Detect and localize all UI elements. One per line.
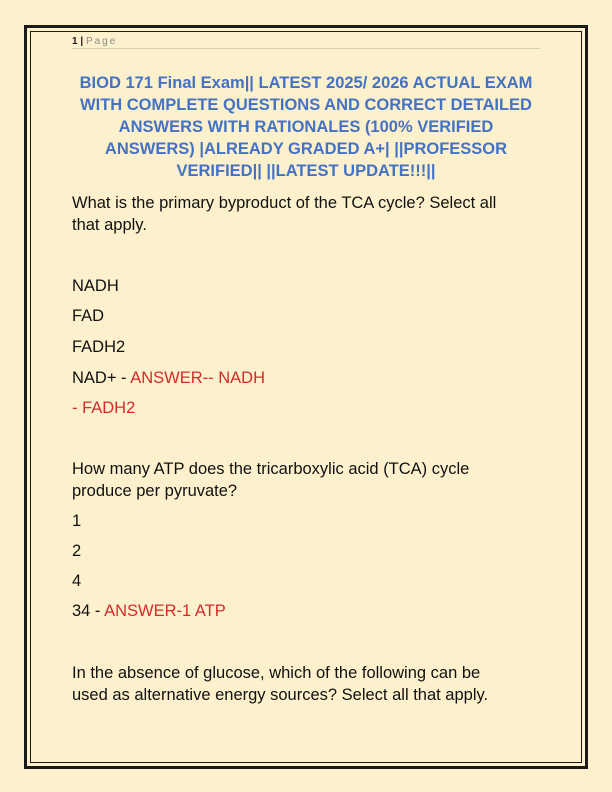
q1-option-3: FADH2 [72,338,126,356]
question-2-line-1: How many ATP does the tricarboxylic acid (TCA) cycle [72,460,470,478]
q2-option-1: 1 [72,512,82,530]
q2-option-2: 2 [72,542,82,560]
page-word: Page [85,36,118,47]
question-1-line-2: that apply. [72,216,147,234]
question-3-line-1: In the absence of glucose, which of the following can be [72,664,481,682]
question-2-line-2: produce per pyruvate? [72,482,238,500]
q2-option-4: 34 - [72,602,101,620]
q2-option-3: 4 [72,572,82,590]
q2-option-4-row [72,600,552,622]
q1-option-4-row [72,367,552,389]
question-3-line-2: used as alternative energy sources? Select all that apply. [72,686,489,704]
q2-answer: ANSWER-1 ATP [104,602,226,620]
q1-option-1: NADH [72,277,119,295]
q1-option-4: NAD+ - [72,369,127,387]
page-separator: | [80,36,84,47]
document-title: BIOD 171 Final Exam|| LATEST 2025/ 2026 ACTUAL EXAM WITH COMPLETE QUESTIONS AND CORRECT DETAILED ANSWERS WITH RATIONALES (100% VERIFIED ANSWERS) |ALREADY GRADED A+| ||PROFESSOR VERIFIED|| ||LATEST UPDATE!!!|| [79,74,533,180]
q1-answer-part-2: - FADH2 [72,399,136,417]
page-number: 1 [72,36,78,47]
q1-option-2: FAD [72,307,105,325]
page-header [72,36,540,49]
q1-answer-part-1: ANSWER-- NADH [130,369,265,387]
question-1-line-1: What is the primary byproduct of the TCA cycle? Select all [72,194,497,212]
